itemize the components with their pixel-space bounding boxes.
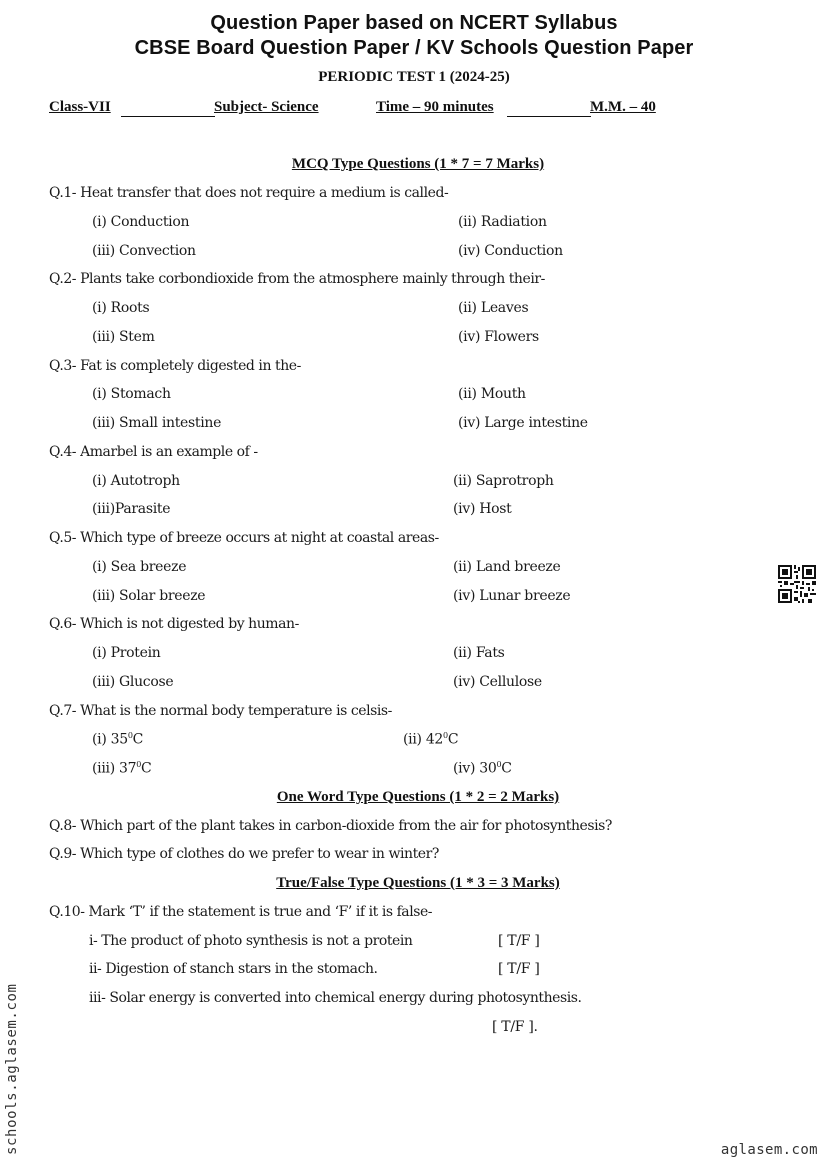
question-6: Q.6- Which is not digested by human- [49, 616, 299, 632]
q6-option-3: (iii) Glucose [92, 674, 174, 690]
q4-option-2: (ii) Saprotroph [453, 473, 554, 489]
q10-mark-3: [ T/F ]. [492, 1019, 538, 1035]
paper-title-line1: Question Paper based on NCERT Syllabus [210, 12, 618, 34]
q6-option-1: (i) Protein [92, 645, 161, 661]
question-5: Q.5- Which type of breeze occurs at night at coastal areas- [49, 530, 439, 546]
section-heading-one-word: One Word Type Questions (1 * 2 = 2 Marks) [276, 789, 560, 805]
question-2: Q.2- Plants take corbondioxide from the atmosphere mainly through their- [49, 271, 545, 287]
watermark-right: aglasem.com [720, 1142, 818, 1158]
q5-option-3: (iii) Solar breeze [92, 588, 206, 604]
q10-statement-1: i- The product of photo synthesis is not a protein [89, 933, 413, 949]
q5-option-1: (i) Sea breeze [92, 559, 187, 575]
q7-option-3: (iii) $37^0C$ [92, 760, 152, 777]
q10-statement-3: iii- Solar energy is converted into chemical energy during photosynthesis. [89, 990, 582, 1006]
question-10: Q.10- Mark ‘T’ if the statement is true and ‘F’ if it is false- [49, 904, 433, 920]
meta-underline-gap-2 [507, 99, 591, 117]
question-9: Q.9- Which type of clothes do we prefer to wear in winter? [49, 846, 439, 862]
q7-option-4: (iv) $30^0C$ [453, 760, 512, 777]
q1-option-2: (ii) Radiation [458, 214, 547, 230]
q3-option-4: (iv) Large intestine [458, 415, 588, 431]
question-1: Q.1- Heat transfer that does not require a medium is called- [49, 185, 449, 201]
q5-option-2: (ii) Land breeze [453, 559, 561, 575]
q1-option-4: (iv) Conduction [458, 243, 563, 259]
question-8: Q.8- Which part of the plant takes in carbon-dioxide from the air for photosynthesis? [49, 818, 612, 834]
q10-mark-1: [ T/F ] [498, 933, 540, 949]
section-heading-mcq: MCQ Type Questions (1 * 7 = 7 Marks) [291, 156, 545, 172]
q10-mark-2: [ T/F ] [498, 961, 540, 977]
time-label: Time – 90 minutes [376, 99, 494, 115]
q1-option-1: (i) Conduction [92, 214, 190, 230]
q5-option-4: (iv) Lunar breeze [453, 588, 571, 604]
q4-option-4: (iv) Host [453, 501, 512, 517]
subject-label: Subject- Science [214, 99, 319, 115]
question-3: Q.3- Fat is completely digested in the- [49, 358, 301, 374]
q1-option-3: (iii) Convection [92, 243, 196, 259]
q3-option-3: (iii) Small intestine [92, 415, 222, 431]
q6-option-4: (iv) Cellulose [453, 674, 542, 690]
q7-option-1: (i) $35^0C$ [92, 731, 144, 748]
q4-option-3: (iii)Parasite [92, 501, 171, 517]
q2-option-2: (ii) Leaves [458, 300, 529, 316]
q2-option-1: (i) Roots [92, 300, 150, 316]
q3-option-2: (ii) Mouth [458, 386, 526, 402]
paper-title-line2: CBSE Board Question Paper / KV Schools Question Paper [134, 37, 694, 59]
question-4: Q.4- Amarbel is an example of - [49, 444, 258, 460]
q10-statement-2: ii- Digestion of stanch stars in the stomach. [89, 961, 378, 977]
meta-underline-gap [121, 99, 215, 117]
watermark-left: schools.aglasem.com [4, 983, 20, 1155]
q3-option-1: (i) Stomach [92, 386, 171, 402]
question-7: Q.7- What is the normal body temperature is celsis- [49, 703, 392, 719]
test-name: PERIODIC TEST 1 (2024-25) [318, 69, 510, 85]
class-label: Class-VII [49, 99, 111, 115]
q2-option-4: (iv) Flowers [458, 329, 539, 345]
max-marks-label: M.M. – 40 [590, 99, 656, 115]
q7-option-2: (ii) $42^0C$ [403, 731, 459, 748]
section-heading-true-false: True/False Type Questions (1 * 3 = 3 Marks) [276, 875, 560, 891]
q4-option-1: (i) Autotroph [92, 473, 180, 489]
qr-code-icon [778, 565, 816, 603]
q2-option-3: (iii) Stem [92, 329, 155, 345]
q6-option-2: (ii) Fats [453, 645, 505, 661]
